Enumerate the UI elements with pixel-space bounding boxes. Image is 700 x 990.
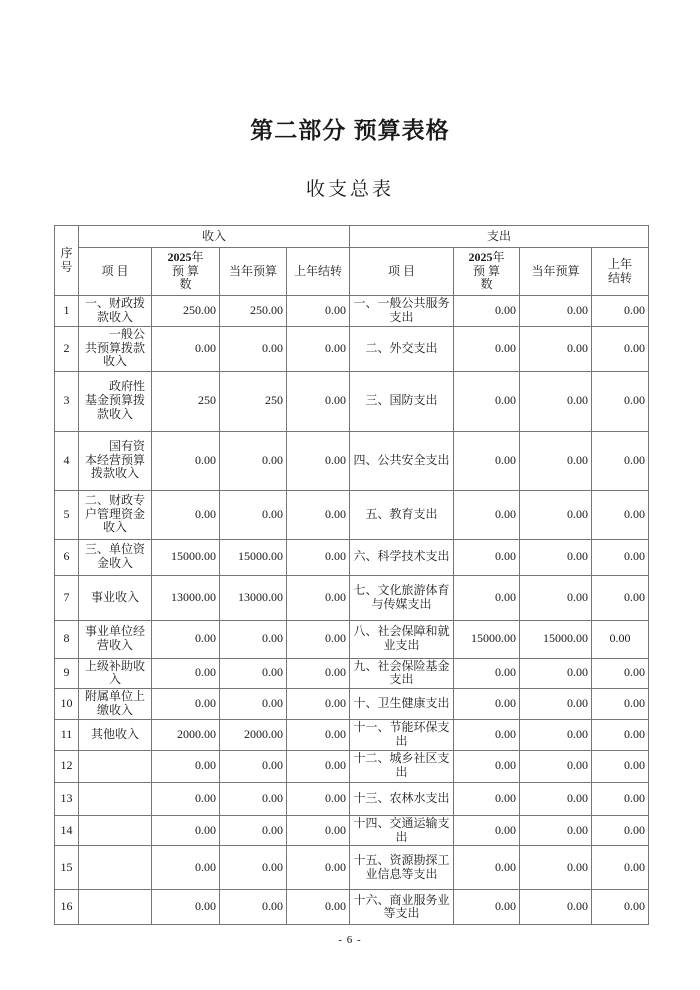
- table-row: [55, 719, 649, 750]
- income-current-budget-cell: 0.00: [220, 658, 287, 689]
- income-current-budget-cell: 250: [220, 371, 287, 431]
- table-row: [55, 689, 649, 720]
- budget-year-label: 2025: [468, 249, 493, 264]
- table-row: [55, 296, 649, 327]
- income-group-header: 收入: [79, 226, 350, 248]
- income-carryover-cell: 0.00: [287, 750, 350, 782]
- expense-current-budget-cell: 0.00: [520, 296, 592, 327]
- income-carryover-cell: 0.00: [287, 815, 350, 846]
- expense-budget-2025-cell: 0.00: [454, 750, 520, 782]
- expense-item-cell: 二、外交支出: [350, 326, 454, 371]
- expense-budget-2025-cell: 0.00: [454, 782, 520, 815]
- expense-carryover-cell: 0.00: [592, 846, 649, 890]
- income-item-cell: [79, 750, 152, 782]
- income-item-cell: [79, 815, 152, 846]
- income-carryover-cell: 0.00: [287, 890, 350, 925]
- expense-current-budget-header: 当年预算: [520, 248, 592, 296]
- expense-budget-2025-cell: 0.00: [454, 490, 520, 539]
- income-budget-2025-cell: 0.00: [152, 326, 220, 371]
- serial-cell: 7: [55, 575, 79, 620]
- income-item-cell: [79, 782, 152, 815]
- expense-budget-2025-cell: 0.00: [454, 689, 520, 720]
- expense-current-budget-cell: 0.00: [520, 539, 592, 575]
- income-current-budget-cell: 2000.00: [220, 719, 287, 750]
- budget-summary-table: [54, 225, 649, 925]
- income-current-budget-cell: 0.00: [220, 846, 287, 890]
- income-current-budget-cell: 0.00: [220, 815, 287, 846]
- serial-cell: 4: [55, 431, 79, 490]
- income-current-budget-cell: 0.00: [220, 431, 287, 490]
- expense-budget-2025-cell: 0.00: [454, 815, 520, 846]
- serial-cell: 14: [55, 815, 79, 846]
- expense-carryover-cell: 0.00: [592, 890, 649, 925]
- income-item-cell: 附属单位上缴收入: [79, 689, 152, 720]
- expense-carryover-cell: 0.00: [592, 689, 649, 720]
- expense-current-budget-cell: 0.00: [520, 846, 592, 890]
- budget-year-label: 2025: [167, 249, 192, 264]
- expense-budget-2025-cell: 0.00: [454, 658, 520, 689]
- serial-cell: 1: [55, 296, 79, 327]
- expense-budget-2025-cell: 0.00: [454, 431, 520, 490]
- income-carryover-header: 上年结转: [287, 248, 350, 296]
- income-current-budget-cell: 0.00: [220, 890, 287, 925]
- expense-current-budget-cell: 0.00: [520, 658, 592, 689]
- income-current-budget-cell: 0.00: [220, 750, 287, 782]
- serial-cell: 10: [55, 689, 79, 720]
- serial-cell: 11: [55, 719, 79, 750]
- income-carryover-cell: 0.00: [287, 326, 350, 371]
- income-carryover-cell: 0.00: [287, 431, 350, 490]
- expense-carryover-cell: 0.00: [592, 719, 649, 750]
- table-row: [55, 431, 649, 490]
- expense-current-budget-cell: 0.00: [520, 815, 592, 846]
- income-carryover-cell: 0.00: [287, 782, 350, 815]
- table-row: [55, 620, 649, 658]
- income-carryover-cell: 0.00: [287, 371, 350, 431]
- income-item-cell: 其他收入: [79, 719, 152, 750]
- expense-budget-2025-cell: 15000.00: [454, 620, 520, 658]
- table-row: [55, 750, 649, 782]
- table-row: [55, 658, 649, 689]
- income-current-budget-cell: 0.00: [220, 689, 287, 720]
- income-current-budget-cell: 13000.00: [220, 575, 287, 620]
- income-item-cell: [79, 890, 152, 925]
- expense-current-budget-cell: 0.00: [520, 750, 592, 782]
- expense-carryover-cell: 0.00: [592, 782, 649, 815]
- expense-carryover-cell: 0.00: [592, 658, 649, 689]
- expense-carryover-cell: 0.00: [592, 431, 649, 490]
- expense-item-cell: 五、教育支出: [350, 490, 454, 539]
- table-row: [55, 326, 649, 371]
- budget-table-body: [55, 296, 649, 925]
- expense-budget-2025-cell: 0.00: [454, 539, 520, 575]
- income-budget-2025-cell: 250.00: [152, 296, 220, 327]
- income-budget-2025-cell: 2000.00: [152, 719, 220, 750]
- income-current-budget-cell: 0.00: [220, 620, 287, 658]
- expense-item-cell: 一、一般公共服务支出: [350, 296, 454, 327]
- income-budget-2025-cell: 0.00: [152, 620, 220, 658]
- expense-carryover-cell: 0.00: [592, 620, 649, 658]
- expense-current-budget-cell: 0.00: [520, 575, 592, 620]
- expense-budget-2025-cell: 0.00: [454, 326, 520, 371]
- expense-current-budget-cell: 0.00: [520, 326, 592, 371]
- expense-item-cell: 十一、节能环保支出: [350, 719, 454, 750]
- expense-carryover-cell: 0.00: [592, 575, 649, 620]
- income-item-cell: 事业单位经营收入: [79, 620, 152, 658]
- expense-budget-2025-cell: 0.00: [454, 371, 520, 431]
- income-budget-2025-cell: 0.00: [152, 431, 220, 490]
- table-row: [55, 490, 649, 539]
- income-budget-2025-cell: 0.00: [152, 890, 220, 925]
- table-header-columns-row: [55, 248, 649, 296]
- serial-cell: 3: [55, 371, 79, 431]
- income-carryover-cell: 0.00: [287, 575, 350, 620]
- expense-budget-2025-header: 2025年 预 算 数: [454, 248, 520, 296]
- expense-current-budget-cell: 0.00: [520, 890, 592, 925]
- expense-budget-2025-cell: 0.00: [454, 575, 520, 620]
- table-row: [55, 815, 649, 846]
- expense-item-cell: 四、公共安全支出: [350, 431, 454, 490]
- table-row: [55, 782, 649, 815]
- expense-item-cell: 七、文化旅游体育与传媒支出: [350, 575, 454, 620]
- income-item-cell: 二、财政专户管理资金收入: [79, 490, 152, 539]
- income-carryover-cell: 0.00: [287, 490, 350, 539]
- serial-cell: 9: [55, 658, 79, 689]
- income-current-budget-cell: 0.00: [220, 490, 287, 539]
- expense-item-cell: 六、科学技术支出: [350, 539, 454, 575]
- income-budget-2025-cell: 0.00: [152, 846, 220, 890]
- income-current-budget-cell: 15000.00: [220, 539, 287, 575]
- serial-cell: 12: [55, 750, 79, 782]
- income-current-budget-cell: 250.00: [220, 296, 287, 327]
- income-carryover-cell: 0.00: [287, 719, 350, 750]
- expense-carryover-cell: 0.00: [592, 750, 649, 782]
- expense-carryover-cell: 0.00: [592, 371, 649, 431]
- expense-carryover-cell: 0.00: [592, 296, 649, 327]
- income-budget-2025-cell: 13000.00: [152, 575, 220, 620]
- table-title: 收支总表: [305, 179, 394, 200]
- expense-item-cell: 十四、交通运输支出: [350, 815, 454, 846]
- expense-current-budget-cell: 0.00: [520, 719, 592, 750]
- expense-carryover-cell: 0.00: [592, 815, 649, 846]
- expense-current-budget-cell: 0.00: [520, 490, 592, 539]
- income-item-cell: 一般公共预算拨款收入: [79, 326, 152, 371]
- income-carryover-cell: 0.00: [287, 689, 350, 720]
- expense-item-header: 项 目: [350, 248, 454, 296]
- part-title: 第二部分 预算表格: [250, 117, 450, 143]
- serial-cell: 8: [55, 620, 79, 658]
- income-budget-2025-cell: 0.00: [152, 490, 220, 539]
- expense-budget-2025-cell: 0.00: [454, 296, 520, 327]
- income-carryover-cell: 0.00: [287, 620, 350, 658]
- expense-current-budget-cell: 0.00: [520, 782, 592, 815]
- expense-item-cell: 三、国防支出: [350, 371, 454, 431]
- income-budget-2025-header: 2025年 预 算 数: [152, 248, 220, 296]
- expense-item-cell: 十六、商业服务业等支出: [350, 890, 454, 925]
- income-item-cell: 事业收入: [79, 575, 152, 620]
- expense-carryover-cell: 0.00: [592, 539, 649, 575]
- expense-carryover-header: 上年结转: [592, 248, 649, 296]
- income-carryover-cell: 0.00: [287, 658, 350, 689]
- income-current-budget-cell: 0.00: [220, 782, 287, 815]
- serial-cell: 5: [55, 490, 79, 539]
- income-budget-2025-cell: 250: [152, 371, 220, 431]
- income-item-cell: [79, 846, 152, 890]
- income-item-cell: 三、单位资金收入: [79, 539, 152, 575]
- income-budget-2025-cell: 0.00: [152, 750, 220, 782]
- income-budget-2025-cell: 0.00: [152, 782, 220, 815]
- income-carryover-cell: 0.00: [287, 296, 350, 327]
- table-row: [55, 890, 649, 925]
- serial-cell: 15: [55, 846, 79, 890]
- income-item-header: 项 目: [79, 248, 152, 296]
- expense-carryover-cell: 0.00: [592, 490, 649, 539]
- income-current-budget-cell: 0.00: [220, 326, 287, 371]
- serial-cell: 16: [55, 890, 79, 925]
- expense-item-cell: 八、社会保障和就业支出: [350, 620, 454, 658]
- expense-carryover-cell: 0.00: [592, 326, 649, 371]
- serial-cell: 2: [55, 326, 79, 371]
- income-item-cell: 国有资本经营预算拨款收入: [79, 431, 152, 490]
- serial-number-header: 序号: [55, 226, 79, 296]
- expense-budget-2025-cell: 0.00: [454, 846, 520, 890]
- income-carryover-cell: 0.00: [287, 539, 350, 575]
- serial-cell: 6: [55, 539, 79, 575]
- expense-item-cell: 十三、农林水支出: [350, 782, 454, 815]
- income-budget-2025-cell: 0.00: [152, 658, 220, 689]
- income-budget-2025-cell: 0.00: [152, 689, 220, 720]
- expense-item-cell: 十二、城乡社区支出: [350, 750, 454, 782]
- expense-item-cell: 十、卫生健康支出: [350, 689, 454, 720]
- table-header-group-row: [55, 226, 649, 248]
- expense-current-budget-cell: 0.00: [520, 431, 592, 490]
- income-budget-2025-cell: 15000.00: [152, 539, 220, 575]
- income-item-cell: 一、财政拨款收入: [79, 296, 152, 327]
- table-row: [55, 846, 649, 890]
- income-item-cell: 上级补助收入: [79, 658, 152, 689]
- table-row: [55, 371, 649, 431]
- income-current-budget-header: 当年预算: [220, 248, 287, 296]
- expense-item-cell: 九、社会保险基金支出: [350, 658, 454, 689]
- table-row: [55, 575, 649, 620]
- expense-item-cell: 十五、资源勘探工业信息等支出: [350, 846, 454, 890]
- expense-budget-2025-cell: 0.00: [454, 719, 520, 750]
- income-carryover-cell: 0.00: [287, 846, 350, 890]
- table-row: [55, 539, 649, 575]
- expense-budget-2025-cell: 0.00: [454, 890, 520, 925]
- serial-cell: 13: [55, 782, 79, 815]
- expense-current-budget-cell: 15000.00: [520, 620, 592, 658]
- page-number: - 6 -: [338, 934, 362, 947]
- income-budget-2025-cell: 0.00: [152, 815, 220, 846]
- income-item-cell: 政府性基金预算拨款收入: [79, 371, 152, 431]
- expense-group-header: 支出: [350, 226, 649, 248]
- expense-current-budget-cell: 0.00: [520, 371, 592, 431]
- expense-current-budget-cell: 0.00: [520, 689, 592, 720]
